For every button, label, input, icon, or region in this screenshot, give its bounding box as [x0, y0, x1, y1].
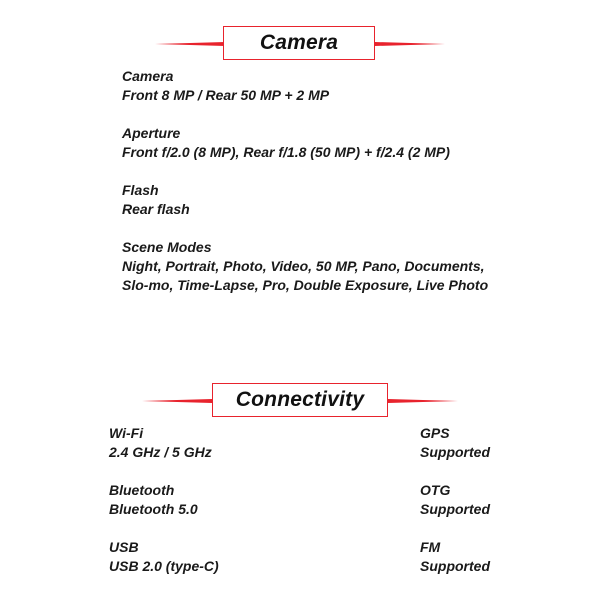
usb-spec: [109, 538, 219, 576]
bluetooth-spec: [109, 481, 198, 519]
spec-label: Flash: [122, 182, 159, 198]
spec-label: FM: [420, 539, 441, 555]
spec-label: GPS: [420, 425, 450, 441]
spec-value: Rear flash: [122, 201, 190, 217]
spec-label: USB: [109, 539, 139, 555]
spec-value-line: Night, Portrait, Photo, Video, 50 MP, Pano, Documents,: [122, 258, 485, 274]
right-red-wing-decoration: [375, 42, 445, 46]
flash-spec: [122, 181, 190, 219]
wifi-spec: [109, 424, 212, 462]
camera-section-header: [0, 26, 600, 66]
scene-modes-spec: [122, 238, 488, 295]
left-red-wing-decoration: [155, 42, 225, 46]
spec-value-line: Slo-mo, Time-Lapse, Pro, Double Exposure, Live Photo: [122, 277, 489, 293]
right-red-wing-decoration: [388, 399, 458, 403]
left-red-wing-decoration: [142, 399, 212, 403]
connectivity-section-title: Connectivity: [212, 383, 388, 417]
spec-label: Aperture: [122, 125, 181, 141]
spec-value: Front f/2.0 (8 MP), Rear f/1.8 (50 MP) + f/2.4 (2 MP): [122, 144, 450, 160]
spec-value: Supported: [420, 558, 490, 574]
spec-label: Bluetooth: [109, 482, 175, 498]
aperture-spec: [122, 124, 450, 162]
fm-spec: [420, 538, 490, 576]
spec-value: Bluetooth 5.0: [109, 501, 198, 517]
spec-value: USB 2.0 (type-C): [109, 558, 219, 574]
spec-label: Camera: [122, 68, 174, 84]
camera-section-title: Camera: [223, 26, 375, 60]
spec-label: OTG: [420, 482, 451, 498]
spec-value: Front 8 MP / Rear 50 MP + 2 MP: [122, 87, 330, 103]
connectivity-section-header: [0, 383, 600, 423]
gps-spec: [420, 424, 490, 462]
spec-value: 2.4 GHz / 5 GHz: [109, 444, 212, 460]
spec-value: Supported: [420, 501, 490, 517]
spec-label: Scene Modes: [122, 239, 212, 255]
spec-value: Supported: [420, 444, 490, 460]
otg-spec: [420, 481, 490, 519]
spec-label: Wi-Fi: [109, 425, 144, 441]
camera-spec: [122, 67, 329, 105]
